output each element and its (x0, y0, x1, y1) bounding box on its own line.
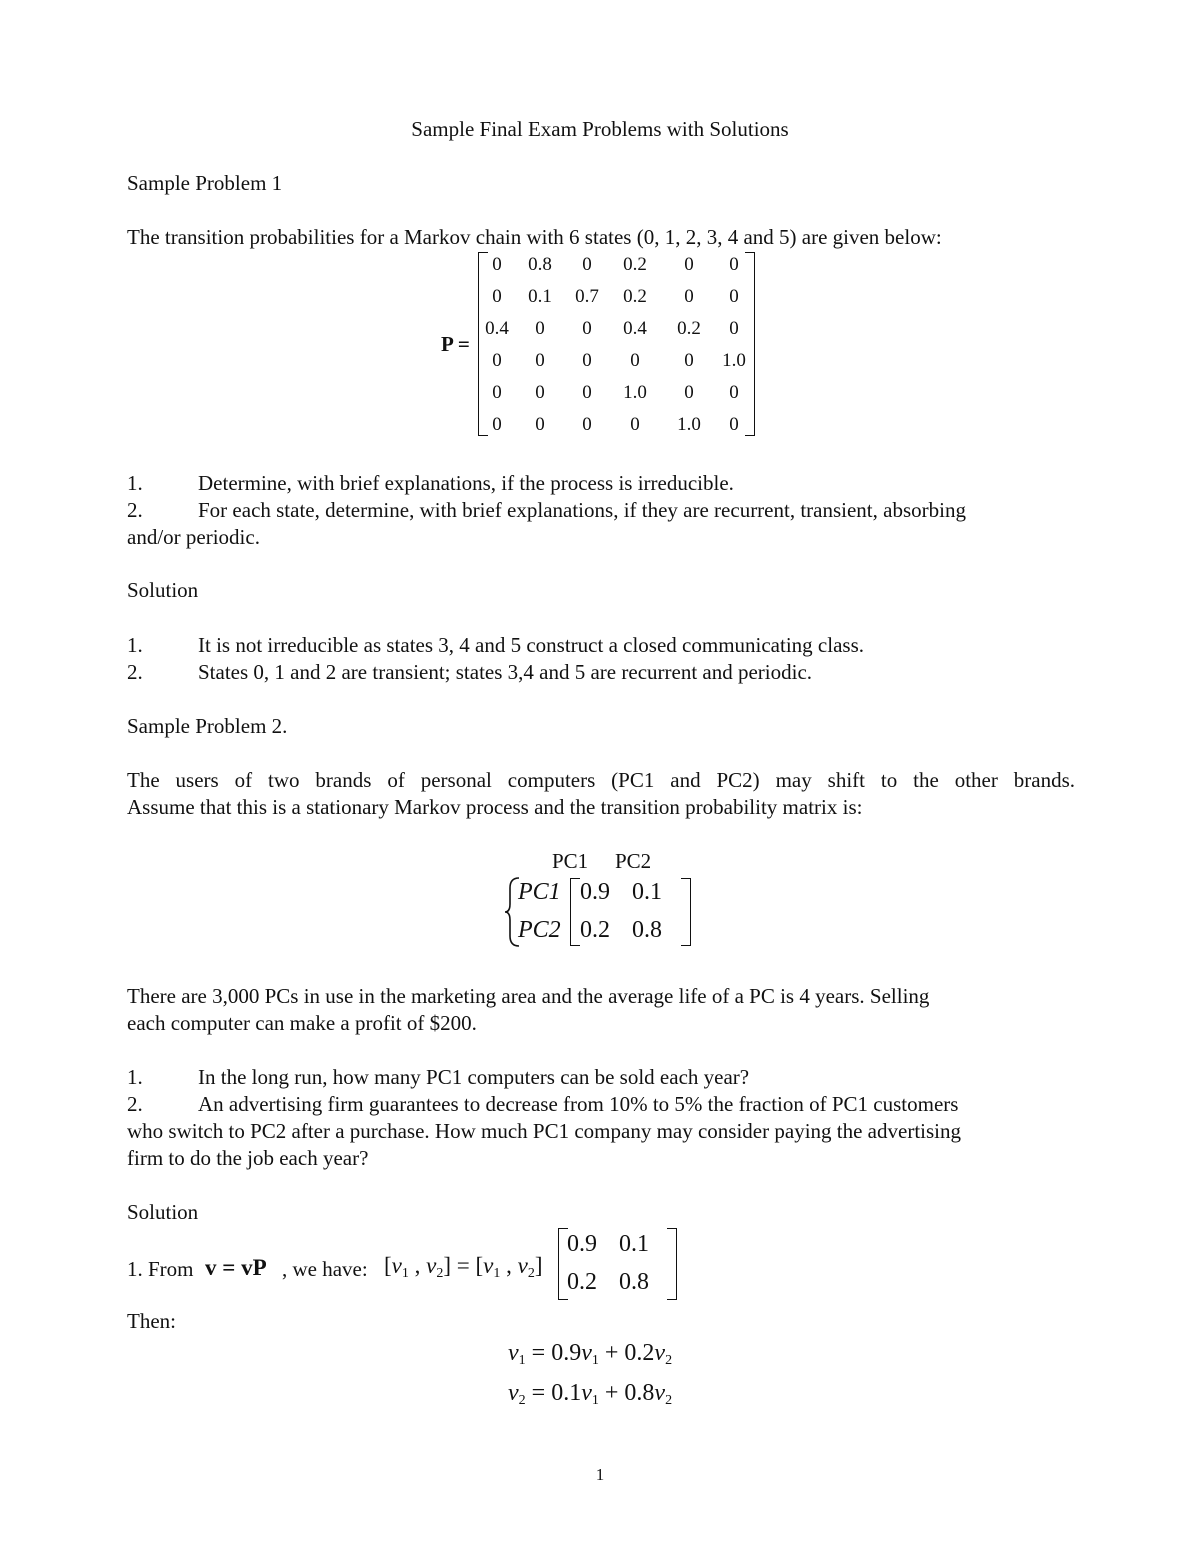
question-text: An advertising firm guarantees to decrease from 10% to 5% the fraction of PC1 customers (198, 1092, 959, 1116)
matrix-cell: 0 (492, 414, 502, 435)
solution-text: States 0, 1 and 2 are transient; states 3,4 and 5 are recurrent and periodic. (198, 660, 813, 684)
matrix-cell: 0 (492, 286, 502, 307)
solution-mid-text: , we have: (282, 1257, 368, 1281)
problem1-intro: The transition probabilities for a Markov chain with 6 states (0, 1, 2, 3, 4 and 5) are given below: (127, 225, 942, 249)
matrix-right-bracket (745, 252, 755, 436)
matrix-cell: 0.8 (619, 1269, 649, 1295)
matrix-cell: 0 (729, 414, 739, 435)
matrix-cell: 0.2 (580, 917, 610, 943)
matrix-cell: 0.2 (677, 318, 701, 339)
matrix-cell: 0 (582, 254, 592, 275)
matrix-cell: 0 (535, 350, 545, 371)
matrix-cell: 0.4 (623, 318, 647, 339)
question-text-continued: who switch to PC2 after a purchase. How much PC1 company may consider paying the advertising (127, 1119, 961, 1143)
matrix-cell: 0.8 (632, 917, 662, 943)
then-label: Then: (127, 1309, 176, 1333)
row-label-pc1: PC1 (518, 879, 561, 905)
vector-equation: [$v_1$ , $v_2] = [v_1$ , $v_2$] (384, 1253, 543, 1281)
matrix-cell: 1.0 (722, 350, 746, 371)
matrix-cell: 0.1 (528, 286, 552, 307)
matrix-left-bracket (570, 878, 580, 946)
problem2-context-continued: each computer can make a profit of $200. (127, 1011, 477, 1035)
page-title: Sample Final Exam Problems with Solutions (411, 117, 789, 141)
matrix-cell: 0 (492, 350, 502, 371)
problem1-heading: Sample Problem 1 (127, 171, 283, 195)
matrix-right-bracket (667, 1228, 677, 1300)
matrix-cell: 0.2 (623, 286, 647, 307)
matrix-cell: 0 (582, 382, 592, 403)
matrix-cell: 0.1 (619, 1231, 649, 1257)
matrix-cell: 0 (582, 414, 592, 435)
matrix-cell: 0.9 (567, 1231, 597, 1257)
matrix-right-bracket (681, 878, 691, 946)
matrix-cell: 0.1 (632, 879, 662, 905)
matrix-cell: 0 (582, 350, 592, 371)
matrix-label: P = (441, 332, 470, 356)
matrix-left-bracket (478, 252, 488, 436)
matrix-cell: 0 (684, 382, 694, 403)
problem2-heading: Sample Problem 2. (127, 714, 288, 738)
equation-v2: $v_2 = 0.1v_1 + 0.8v_2$ (508, 1380, 673, 1408)
question-text: For each state, determine, with brief explanations, if they are recurrent, transient, absorbing (198, 498, 966, 522)
solution-text: It is not irreducible as states 3, 4 and 5 construct a closed communicating class. (198, 633, 864, 657)
solution2-heading: Solution (127, 1200, 199, 1224)
question-number: 2. (127, 1092, 143, 1116)
matrix-cell: 0 (630, 350, 640, 371)
matrix-cell: 0 (535, 382, 545, 403)
matrix-cell: 0 (492, 382, 502, 403)
solution-number: 2. (127, 660, 143, 684)
matrix-cell: 0.8 (528, 254, 552, 275)
matrix-cell: 0 (535, 318, 545, 339)
matrix-cell: 0 (729, 254, 739, 275)
matrix-cell: 0 (492, 254, 502, 275)
matrix-cell: 0.9 (580, 879, 610, 905)
question-number: 1. (127, 471, 143, 495)
row-label-pc2: PC2 (518, 917, 561, 943)
solution-number: 1. (127, 633, 143, 657)
solution-equation: v = vP (205, 1255, 267, 1280)
matrix-cell: 0.7 (575, 286, 599, 307)
matrix-cell: 0.2 (567, 1269, 597, 1295)
matrix-cell: 0 (729, 382, 739, 403)
matrix-cell: 0 (582, 318, 592, 339)
solution1-heading: Solution (127, 578, 199, 602)
question-text: Determine, with brief explanations, if the process is irreducible. (198, 471, 734, 495)
col-header-pc2: PC2 (615, 849, 652, 873)
matrix-cell: 1.0 (623, 382, 647, 403)
problem2-context: There are 3,000 PCs in use in the marketing area and the average life of a PC is 4 years. Selling (127, 984, 930, 1008)
col-header-pc1: PC1 (552, 849, 589, 873)
matrix-cell: 0 (729, 286, 739, 307)
matrix-cell: 1.0 (677, 414, 701, 435)
matrix-cell: 0.2 (623, 254, 647, 275)
question-text-continued: and/or periodic. (127, 525, 260, 549)
question-number: 1. (127, 1065, 143, 1089)
matrix-cell: 0.4 (485, 318, 509, 339)
matrix-cell: 0 (684, 286, 694, 307)
matrix-cell: 0 (630, 414, 640, 435)
question-number: 2. (127, 498, 143, 522)
question-text: In the long run, how many PC1 computers can be sold each year? (198, 1065, 750, 1089)
matrix-cell: 0 (684, 350, 694, 371)
page-number: 1 (595, 1465, 605, 1484)
matrix-cell: 0 (684, 254, 694, 275)
solution-prefix: 1. From (127, 1257, 194, 1281)
problem2-intro-continued: Assume that this is a stationary Markov process and the transition probability matrix is: (127, 795, 863, 819)
question-text-continued: firm to do the job each year? (127, 1146, 369, 1170)
problem2-intro: The users of two brands of personal computers (PC1 and PC2) may shift to the other brands. (127, 768, 1075, 792)
equation-v1: $v_1 = 0.9v_1 + 0.2v_2$ (508, 1340, 673, 1368)
matrix-cell: 0 (729, 318, 739, 339)
matrix-cell: 0 (535, 414, 545, 435)
